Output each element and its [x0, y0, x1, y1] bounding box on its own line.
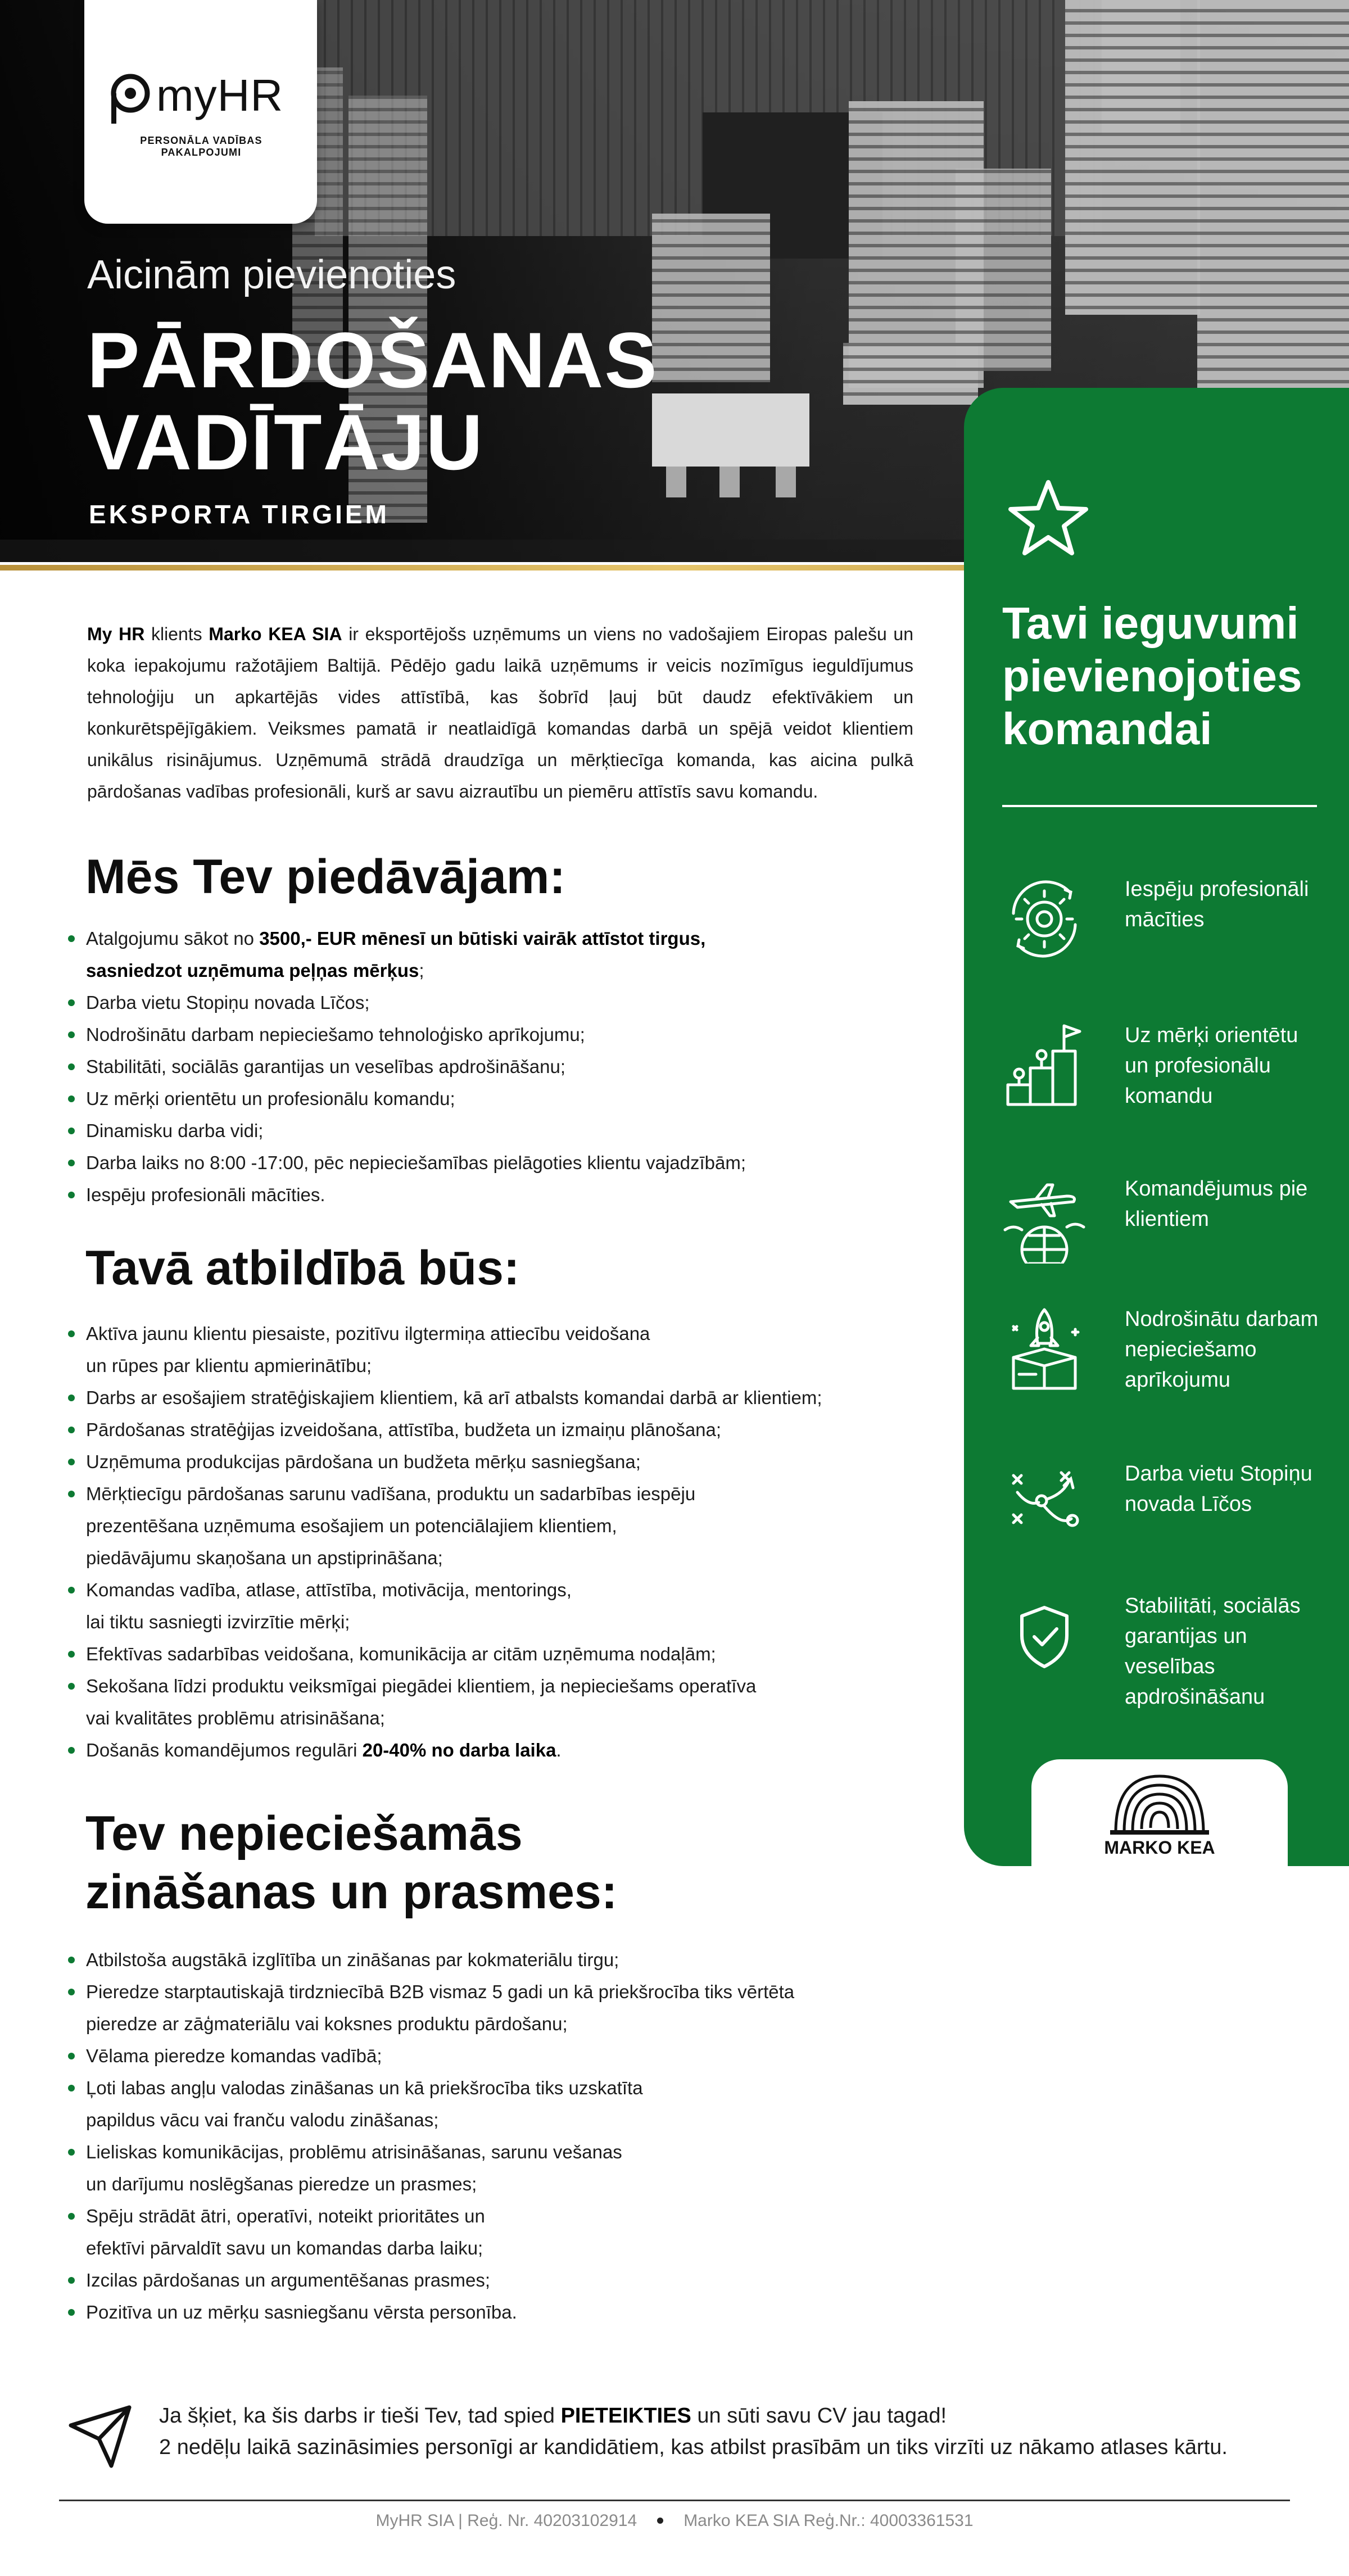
- footer-markokea-reg: Marko KEA SIA Reģ.Nr.: 40003361531: [683, 2511, 974, 2530]
- benefit-item: [1002, 1020, 1328, 1127]
- list-item: Darba vietu Stopiņu novada Līčos;: [59, 986, 902, 1018]
- skill-text: Ļoti labas angļu valodas zināšanas un kā priekšrocība tiks uzskatīta: [86, 2077, 643, 2098]
- footer-divider: [59, 2500, 1290, 2501]
- list-item: [59, 2200, 958, 2264]
- hero-subtitle: EKSPORTA TIRGIEM: [89, 500, 390, 529]
- benefit-text: Darba vietu Stopiņu novada Līčos: [1125, 1462, 1312, 1516]
- team-goal-icon: [1002, 1020, 1087, 1110]
- duty-travel-share: 20-40% no darba laika: [362, 1740, 556, 1760]
- myhr-logo-card: [84, 0, 317, 224]
- intro-client: Marko KEA SIA: [209, 624, 342, 644]
- duty-text: piedāvājumu skaņošana un apstiprināšana;: [86, 1547, 443, 1568]
- intro-myhr: My HR: [87, 624, 145, 644]
- hero-title-line1: PĀRDOŠANAS: [87, 316, 658, 404]
- star-icon: [1006, 478, 1090, 559]
- skill-text: Spēju strādāt ātri, operatīvi, noteikt prioritātes un: [86, 2206, 485, 2226]
- list-item: Vēlama pieredze komandas vadībā;: [59, 2040, 958, 2072]
- duty-text: .: [556, 1740, 562, 1760]
- rocket-box-icon: [1002, 1304, 1087, 1394]
- list-item: Atbilstoša augstākā izglītība un zināšanas par kokmateriālu tirgu;: [59, 1944, 958, 1976]
- intro-text-a: klients: [144, 624, 209, 644]
- duties-list: [59, 1318, 936, 1766]
- marko-kea-logo: [1031, 1759, 1288, 1866]
- list-item: Pārdošanas stratēģijas izveidošana, attīstība, budžeta un izmaiņu plānošana;: [59, 1414, 936, 1446]
- skill-text: pieredze ar zāģmateriālu vai koksnes produktu pārdošanu;: [86, 2013, 568, 2034]
- list-item: [59, 1734, 936, 1766]
- benefit-item: [1002, 1591, 1328, 1709]
- marko-kea-logo-card: [1031, 1759, 1288, 1866]
- cta-text: un sūti savu CV jau tagad!: [691, 2404, 947, 2428]
- cta-line2: 2 nedēļu laikā sazināsimies personīgi ar kandidātiem, kas atbilst prasībām un tiks virzīti uz nākamo atlases kārtu.: [159, 2435, 1228, 2459]
- benefit-text: Iespēju profesionāli mācīties: [1125, 877, 1309, 931]
- duty-text: prezentēšana uzņēmuma esošajiem un potenciālajiem klientiem,: [86, 1515, 617, 1536]
- duty-text: Sekošana līdzi produktu veiksmīgai piegādei klientiem, ja nepieciešams operatīva: [86, 1676, 757, 1696]
- offer-salary-suffix: ;: [419, 960, 424, 981]
- list-item: Uz mērķi orientētu un profesionālu komandu;: [59, 1083, 902, 1115]
- benefits-divider: [1002, 805, 1317, 807]
- offer-salary-amount: 3500,- EUR mēnesī un būtiski vairāk attīstot tirgus,: [259, 928, 706, 949]
- myhr-logo-tagline: PERSONĀLA VADĪBAS PAKALPOJUMI: [140, 135, 262, 158]
- duties-heading: Tavā atbildībā būs:: [85, 1241, 520, 1295]
- hero-title-line2: VADĪTĀJU: [87, 398, 484, 486]
- offer-salary-prefix: Atalgojumu sākot no: [86, 928, 260, 949]
- list-item: Pozitīva un uz mērķu sasniegšanu vērsta personība.: [59, 2296, 958, 2328]
- benefit-item: [1002, 874, 1328, 981]
- list-item: Darba laiks no 8:00 -17:00, pēc nepieciešamības pielāgoties klientu vajadzībām;: [59, 1147, 902, 1179]
- offer-salary-condition: sasniedzot uzņēmuma peļņas mērķus: [86, 960, 419, 981]
- benefit-text: Stabilitāti, sociālās garantijas un veselības apdrošināšanu: [1125, 1594, 1301, 1709]
- list-item: Izcilas pārdošanas un argumentēšanas prasmes;: [59, 2264, 958, 2296]
- cta-text: Ja šķiet, ka šis darbs ir tieši Tev, tad spied: [159, 2404, 561, 2428]
- shield-check-icon: [1002, 1591, 1087, 1681]
- footer: [0, 2507, 1349, 2535]
- offer-list: [59, 922, 902, 1211]
- benefit-text: Komandējumus pie klientiem: [1125, 1177, 1308, 1231]
- call-to-action: [159, 2400, 1311, 2463]
- list-item: Dinamisku darba vidi;: [59, 1115, 902, 1147]
- duty-text: Mērķtiecīgu pārdošanas sarunu vadīšana, produktu un sadarbības iespēju: [86, 1483, 696, 1504]
- skills-list: [59, 1944, 958, 2328]
- list-item: [59, 2136, 958, 2200]
- strategy-play-icon: [1002, 1459, 1087, 1549]
- list-item: [59, 1318, 936, 1382]
- list-item: Darbs ar esošajiem stratēģiskajiem klientiem, kā arī atbalsts komandai darbā ar klientiem;: [59, 1382, 936, 1414]
- skills-heading-line1: Tev nepieciešamās: [85, 1807, 523, 1860]
- skill-text: Pieredze starptautiskajā tirdzniecībā B2B vismaz 5 gadi un kā priekšrocība tiks vērtēta: [86, 1981, 795, 2002]
- skills-heading: [85, 1804, 617, 1921]
- duty-text: un rūpes par klientu apmierinātību;: [86, 1355, 372, 1376]
- benefits-title: Tavi ieguvumi pievienojoties komandai: [1002, 598, 1302, 754]
- list-item: Efektīvas sadarbības veidošana, komunikācija ar citām uzņēmuma nodaļām;: [59, 1638, 936, 1670]
- apply-keyword: PIETEIKTIES: [560, 2404, 691, 2428]
- list-item: Nodrošinātu darbam nepieciešamo tehnoloģisko aprīkojumu;: [59, 1018, 902, 1051]
- list-item: [59, 1478, 936, 1574]
- benefit-item: [1002, 1459, 1328, 1565]
- gear-learning-icon: [1002, 874, 1087, 964]
- cta-line1: [159, 2400, 1311, 2432]
- hero-kicker: Aicinām pievienoties: [87, 252, 456, 297]
- skills-heading-line2: zināšanas un prasmes:: [85, 1865, 618, 1919]
- list-item: [59, 1670, 936, 1734]
- duty-text: vai kvalitātes problēmu atrisināšana;: [86, 1708, 385, 1728]
- benefits-panel: [964, 388, 1349, 1866]
- skill-text: papildus vācu vai franču valodu zināšanas;: [86, 2109, 439, 2130]
- intro-paragraph: [87, 618, 913, 807]
- send-icon: [66, 2403, 134, 2470]
- list-item: Stabilitāti, sociālās garantijas un veselības apdrošināšanu;: [59, 1051, 902, 1083]
- list-item: [59, 922, 902, 986]
- marko-kea-logo-text: MARKO KEA: [1104, 1837, 1215, 1858]
- skill-text: un darījumu noslēgšanas pieredze un prasmes;: [86, 2174, 477, 2194]
- list-item: Uzņēmuma produkcijas pārdošana un budžeta mērķu sasniegšana;: [59, 1446, 936, 1478]
- benefit-item: [1002, 1304, 1328, 1411]
- list-item: Iespēju profesionāli mācīties.: [59, 1179, 902, 1211]
- benefit-text: Uz mērķi orientētu un profesionālu komandu: [1125, 1024, 1298, 1108]
- duty-text: Došanās komandējumos regulāri: [86, 1740, 363, 1760]
- footer-separator: [657, 2518, 663, 2524]
- skill-text: efektīvi pārvaldīt savu un komandas darba laiku;: [86, 2238, 483, 2258]
- list-item: [59, 1574, 936, 1638]
- benefit-text: Nodrošinātu darbam nepieciešamo aprīkojumu: [1125, 1307, 1319, 1392]
- footer-myhr-reg: MyHR SIA | Reģ. Nr. 40203102914: [375, 2511, 637, 2530]
- intro-text-b: ir eksportējošs uzņēmums un viens no vadošajiem Eiropas palešu un koka iepakojumu ražotājiem Baltijā. Pēdējo gadu laikā uzņēmums ir veicis nozīmīgus ieguldījumus tehnoloģiju un apkartējās vides attīstībā, kas šobrīd ļauj būt daudz efektīvākiem un konkurētspējīgākiem. Veiksmes pamatā ir neatlaidīgā komandas darbā un spējā veidot klientiem unikālus risinājumus. Uzņēmumā strādā draudzīga un mērķtiecīga komanda, kas aicina pulkā pārdošanas vadības profesionāli, kurš ar savu aizrautību un piemēru attīstīs savu komandu.: [87, 624, 913, 802]
- duty-text: Aktīva jaunu klientu piesaiste, pozitīvu ilgtermiņa attiecību veidošana: [86, 1323, 650, 1344]
- plane-globe-icon: [1002, 1174, 1087, 1264]
- duty-text: Komandas vadība, atlase, attīstība, motivācija, mentorings,: [86, 1579, 572, 1600]
- myhr-logo-text: myHR: [156, 70, 284, 120]
- skill-text: Lieliskas komunikācijas, problēmu atrisināšanas, sarunu vešanas: [86, 2142, 622, 2162]
- offer-heading: Mēs Tev piedāvājam:: [85, 850, 565, 904]
- benefit-item: [1002, 1174, 1328, 1280]
- list-item: [59, 2072, 958, 2136]
- myhr-logo-icon: [109, 72, 152, 126]
- hero-title: [87, 316, 658, 486]
- duty-text: lai tiktu sasniegti izvirzītie mērķi;: [86, 1611, 350, 1632]
- list-item: [59, 1976, 958, 2040]
